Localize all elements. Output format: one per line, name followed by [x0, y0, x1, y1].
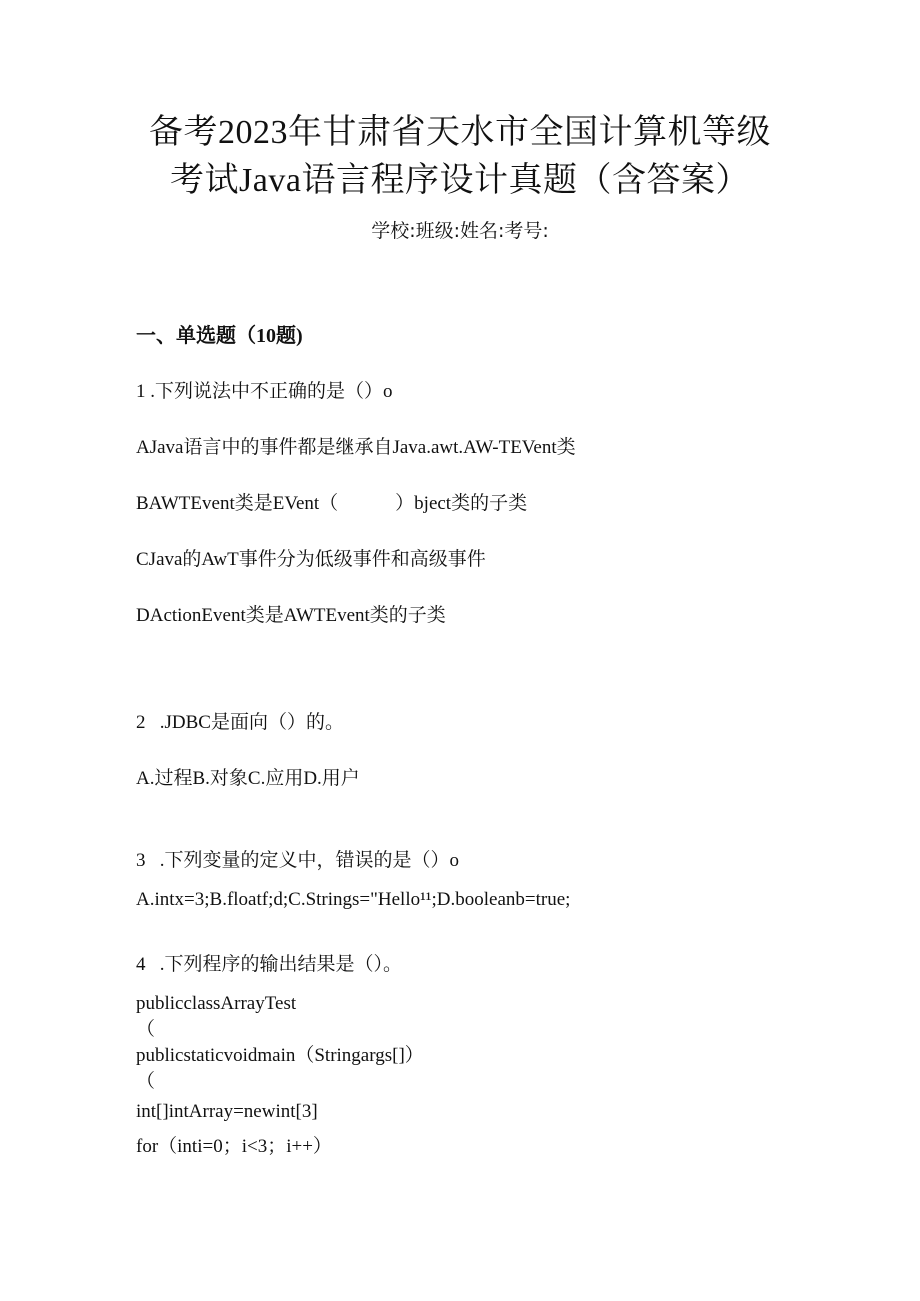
document-subtitle: 学校:班级:姓名:考号: [371, 220, 549, 242]
question-4-code-line: publicclassArrayTest [136, 993, 297, 1014]
question-4-code-line: （ [136, 1071, 156, 1092]
question-1-option-a: AJava语言中的事件都是继承自Java.awt.AW-TEVent类 [136, 437, 576, 458]
question-2-options: A.过程B.对象C.应用D.用户 [136, 768, 360, 789]
question-4-code-line: for（inti=0；i<3；i++） [136, 1136, 332, 1157]
document-title-line-2: 考试Java语言程序设计真题（含答案） [170, 162, 750, 199]
section-heading: 一、单选题（10题) [136, 325, 303, 347]
question-4-code-line: （ [136, 1019, 156, 1040]
question-4-code-line: int[]intArray=newint[3] [136, 1101, 318, 1122]
question-4-code-line: publicstaticvoidmain（Stringargs[]） [136, 1045, 424, 1066]
question-1-option-d: DActionEvent类是AWTEvent类的子类 [136, 605, 446, 626]
question-4-stem: 4 .下列程序的输出结果是（）。 [136, 954, 403, 975]
document-title-line-1: 备考2023年甘肃省天水市全国计算机等级 [149, 114, 771, 151]
question-3-options: A.intx=3;B.floatf;d;C.Strings="Hello¹¹;D.booleanb=true; [136, 889, 571, 910]
question-3-stem: 3 .下列变量的定义中，错误的是（）o [136, 850, 460, 871]
question-1-stem: 1 .下列说法中不正确的是（）o [136, 381, 393, 402]
question-1-option-c: CJava的AwT事件分为低级事件和高级事件 [136, 549, 486, 570]
question-1-option-b: BAWTEvent类是EVent（ ）bject类的子类 [136, 493, 528, 514]
question-2-stem: 2 .JDBC是面向（）的。 [136, 712, 344, 733]
